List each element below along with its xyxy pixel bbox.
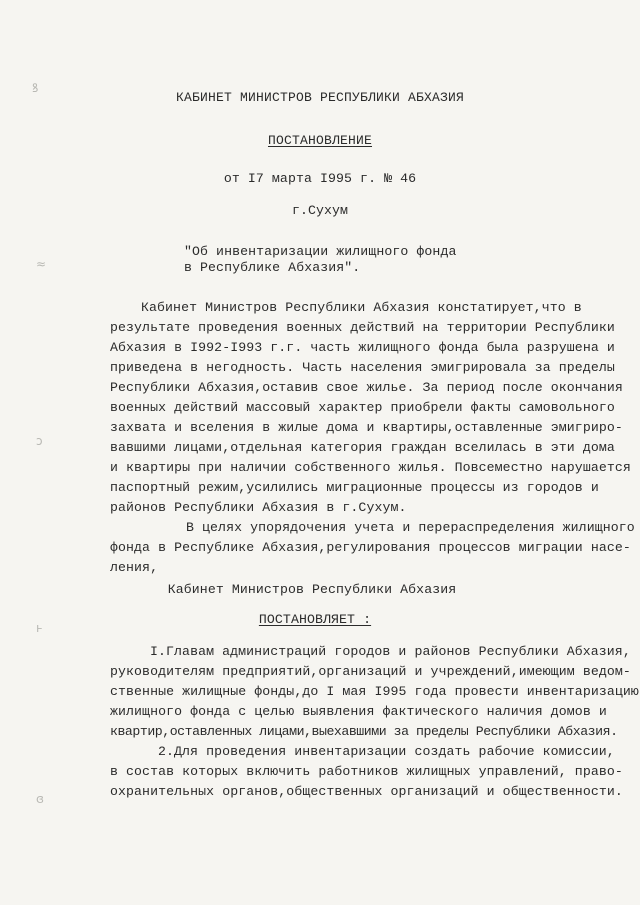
- preamble-line: военных действий массовый характер приобрели факты самовольного: [110, 400, 615, 415]
- preamble-line: приведена в негодность. Часть населения эмигрировала за пределы: [110, 360, 615, 375]
- subject-line: в Республике Абхазия".: [184, 260, 361, 275]
- resolution-item-line: охранительных органов,общественных организаций и общественности.: [110, 784, 623, 799]
- resolution-item-line: ственные жилищные фонды,до I мая I995 года провести инвентаризацию: [110, 684, 639, 699]
- preamble-line: Абхазия в I992-I993 г.г. часть жилищного фонда была разрушена и: [110, 340, 615, 355]
- preamble-line: В целях упорядочения учета и перераспределения жилищного: [186, 520, 635, 535]
- preamble-line: вавшими лицами,отдельная категория граждан вселилась в эти дома: [110, 440, 615, 455]
- preamble-line: Кабинет Министров Республики Абхазия констатирует,что в: [141, 300, 582, 315]
- preamble-line: паспортный режим,усилились миграционные процессы из городов и: [110, 480, 599, 495]
- document-type-heading: ПОСТАНОВЛЕНИЕ: [267, 133, 373, 148]
- preamble-line: Республики Абхазия,оставив свое жилье. За период после окончания: [110, 380, 623, 395]
- resolution-item-line: в состав которых включить работников жилищных управлений, право-: [110, 764, 623, 779]
- resolution-intro: Кабинет Министров Республики Абхазия: [167, 582, 457, 597]
- document-date-number: от I7 марта I995 г. № 46: [223, 171, 417, 186]
- document-city: г.Сухум: [291, 203, 349, 218]
- preamble-line: фонда в Республике Абхазия,регулирования процессов миграции насе-: [110, 540, 631, 555]
- preamble-line: ления,: [110, 560, 159, 575]
- preamble-line: захвата и вселения в жилые дома и квартиры,оставленные эмигриро-: [110, 420, 623, 435]
- margin-mark: ꝸ: [32, 81, 39, 95]
- margin-mark: ɔ: [36, 434, 43, 448]
- organization-heading: КАБИНЕТ МИНИСТРОВ РЕСПУБЛИКИ АБХАЗИЯ: [175, 90, 465, 105]
- margin-mark: ɞ: [36, 792, 44, 806]
- resolution-item-line: I.Главам администраций городов и районов Республики Абхазия,: [150, 644, 631, 659]
- resolves-heading: ПОСТАНОВЛЯЕТ :: [258, 612, 372, 627]
- preamble-line: результате проведения военных действий на территории Республики: [110, 320, 615, 335]
- margin-mark: ⱶ: [36, 621, 43, 635]
- resolution-item-line: 2.Для проведения инвентаризации создать рабочие комиссии,: [158, 744, 615, 759]
- margin-mark: ≈: [36, 257, 47, 271]
- subject-line: "Об инвентаризации жилищного фонда: [184, 244, 457, 259]
- resolution-item-line: квартир,оставленных лицами,выехавшими за пределы Республики Абхазия.: [110, 724, 618, 739]
- preamble-line: и квартиры при наличии собственного жилья. Повсеместно нарушается: [110, 460, 631, 475]
- resolution-item-line: руководителям предприятий,организаций и учреждений,имеющим ведом-: [110, 664, 631, 679]
- resolution-item-line: жилищного фонда с целью выявления фактического наличия домов и: [110, 704, 607, 719]
- preamble-line: районов Республики Абхазия в г.Сухум.: [110, 500, 407, 515]
